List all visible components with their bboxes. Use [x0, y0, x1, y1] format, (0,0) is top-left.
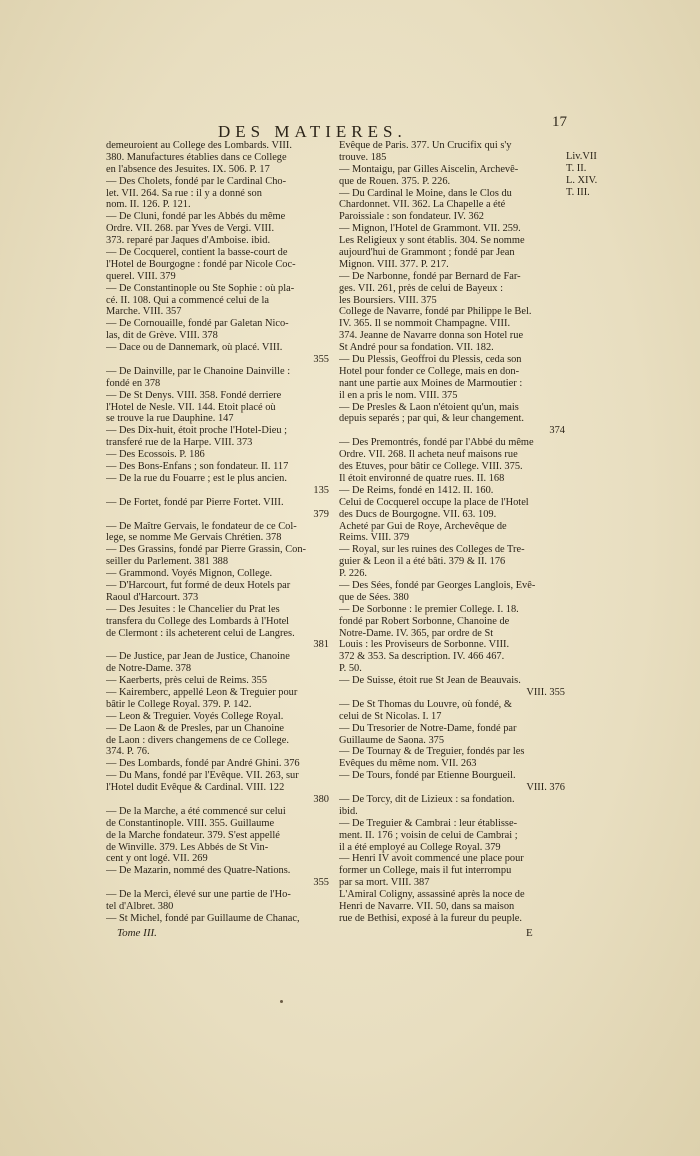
index-line: Acheté par Gui de Roye, Archevêque de — [339, 520, 507, 532]
index-line: 374 — [549, 425, 565, 437]
index-line: — De St Thomas du Louvre, où fondé, & — [339, 698, 512, 710]
index-line: — Montaigu, par Gilles Aiscelin, Archevê- — [339, 163, 519, 175]
index-line: l'Hotel dudit Evêque & Cardinal. VIII. 122 — [106, 782, 285, 794]
index-line: — Des Lombards, fondé par André Ghini. 376 — [106, 758, 300, 770]
index-line: il a été employé au College Royal. 379 — [339, 841, 501, 853]
index-line: VIII. 355 — [526, 686, 565, 698]
index-line: — De la Marche, a été commencé sur celui — [106, 805, 286, 817]
index-line: Celui de Cocquerel occupe la place de l'Hotel — [339, 496, 529, 508]
index-line: celui de St Nicolas. I. 17 — [339, 710, 442, 722]
index-line: Paroissiale : son fondateur. IV. 362 — [339, 211, 484, 223]
index-line: Evêques du même nom. VII. 263 — [339, 758, 477, 770]
index-line: Ordre. VII. 268. Il acheta neuf maisons rue — [339, 449, 518, 461]
index-line: — De Torcy, dit de Lizieux : sa fondation. — [339, 793, 515, 805]
index-line: de Winville. 379. Les Abbés de St Vin- — [106, 841, 269, 853]
index-line: Reims. VIII. 379 — [339, 532, 410, 544]
index-line: Hotel pour fonder ce College, mais en don- — [339, 365, 520, 377]
index-line: rue de Bethisi, exposé à la fureur du peuple. — [339, 912, 522, 924]
index-line: — De Reims, fondé en 1412. II. 160. — [339, 484, 494, 496]
index-line: VIII. 376 — [526, 782, 565, 794]
index-line: l'Hotel de Bourgogne : fondé par Nicole Coc- — [106, 258, 296, 270]
index-line: — Kaerberts, près celui de Reims. 355 — [106, 675, 268, 687]
index-line: 381 — [313, 639, 329, 651]
index-line: las, dit de Grève. VIII. 378 — [106, 330, 218, 342]
index-line: — De Cluni, fondé par les Abbés du même — [106, 211, 286, 223]
index-line: il en a pris le nom. VIII. 375 — [339, 389, 458, 401]
index-line: — Des Bons-Enfans ; son fondateur. II. 117 — [106, 461, 289, 473]
index-line: — Des Sées, fondé par Georges Langlois, Evê- — [339, 579, 536, 591]
index-line: depuis separés ; par qui, & leur changement. — [339, 413, 524, 425]
index-line: seiller du Parlement. 381 388 — [106, 556, 229, 568]
paper-speck — [280, 1000, 283, 1003]
index-line: — De la rue du Fouarre ; est le plus ancien. — [106, 472, 287, 484]
index-line: College de Navarre, fondé par Philippe le Bel. — [339, 306, 532, 318]
index-line: 372 & 353. Sa description. IV. 466 467. — [339, 651, 505, 663]
index-column-right — [339, 140, 565, 925]
index-line: Les Religieux y sont établis. 304. Se nomme — [339, 235, 525, 247]
index-line: — De Treguier & Cambrai : leur établisse- — [339, 817, 518, 829]
index-line: Henri de Navarre. VII. 50, dans sa maison — [339, 901, 515, 912]
index-line: 380. Manufactures établies dans ce College — [106, 151, 287, 163]
index-line: tel d'Albret. 380 — [106, 901, 174, 912]
index-line: — De Suisse, étoit rue St Jean de Beauvais. — [339, 675, 521, 687]
index-line: — De Narbonne, fondé par Bernard de Far- — [339, 270, 521, 282]
index-line: de Clermont : ils acheterent celui de Langres. — [106, 627, 295, 639]
index-line: IV. 365. Il se nommoit Champagne. VIII. — [339, 318, 511, 330]
index-line: les Boursiers. VIII. 375 — [339, 294, 437, 306]
index-line: par sa mort. VIII. 387 — [339, 877, 430, 889]
index-line: — De Presles & Laon n'étoient qu'un, mais — [339, 401, 519, 413]
margin-reference: T. III. — [566, 186, 590, 198]
index-line: — De Cocquerel, contient la basse-court de — [106, 247, 288, 259]
margin-reference: T. II. — [566, 162, 587, 174]
index-line: Marche. VIII. 357 — [106, 306, 182, 318]
index-line: de Notre-Dame. 378 — [106, 663, 192, 675]
index-line: — Des Ecossois. P. 186 — [106, 449, 205, 461]
index-line: — De Justice, par Jean de Justice, Chanoine — [106, 651, 290, 663]
index-line: — De la Mercì, élevé sur une partie de l'Ho- — [106, 889, 291, 901]
index-line: Chardonnet. VII. 362. La Chapelle a été — [339, 199, 506, 211]
index-line: Notre-Dame. IV. 365, par ordre de St — [339, 627, 494, 639]
index-line: ges. VII. 261, près de celui de Bayeux : — [339, 282, 503, 294]
index-line: — De Maître Gervais, le fondateur de ce Col- — [106, 520, 297, 532]
index-line: — De Constantinople ou Ste Sophie : où pla- — [106, 282, 295, 294]
index-line: — Du Mans, fondé par l'Evêque. VII. 263, sur — [106, 770, 299, 782]
index-line: — D'Harcourt, fut formé de deux Hotels par — [106, 579, 291, 591]
index-line: Mignon. VIII. 377. P. 217. — [339, 258, 449, 270]
index-line: 374. P. 76. — [106, 746, 150, 758]
index-line: 355 — [313, 354, 329, 366]
index-line: Raoul d'Harcourt. 373 — [106, 591, 199, 603]
index-line: — De St Denys. VIII. 358. Fondé derriere — [106, 389, 282, 401]
index-line: — Du Tresorier de Notre-Dame, fondé par — [339, 722, 517, 734]
index-line: 379 — [313, 508, 329, 520]
index-line: — Grammond. Voyés Mignon, College. — [106, 568, 273, 580]
index-line: — De Tours, fondé par Etienne Bourgueil. — [339, 770, 516, 782]
index-line: L'Amiral Coligny, assassiné après la noce de — [339, 889, 525, 901]
index-line: — Des Jesuites : le Chancelier du Prat les — [106, 603, 280, 615]
index-line: se trouve la rue Dauphine. 147 — [106, 413, 234, 425]
index-line: — Des Premontrés, fondé par l'Abbé du même — [339, 437, 534, 449]
index-line: des Ducs de Bourgogne. VII. 63. 109. — [339, 508, 497, 520]
index-line: Guillaume de Saona. 375 — [339, 734, 445, 746]
index-line: — De Laon & de Presles, par un Chanoine — [106, 722, 285, 734]
index-line: — Leon & Treguier. Voyés College Royal. — [106, 710, 284, 722]
page-number: 17 — [552, 114, 567, 130]
index-line: — Kairemberc, appellé Leon & Treguier pour — [106, 686, 298, 698]
index-line: bâtir le College Royal. 379. P. 142. — [106, 698, 252, 710]
index-line: — Mignon, l'Hotel de Grammont. VII. 259. — [339, 223, 521, 235]
index-line: guier & Leon il a été bâti. 379 & II. 176 — [339, 556, 506, 568]
index-line: — Henri IV avoit commencé une place pour — [339, 853, 524, 865]
index-line: cent y ont logé. VII. 269 — [106, 853, 208, 865]
index-line: Louis : les Proviseurs de Sorbonne. VIII. — [339, 639, 510, 651]
index-line: 380 — [313, 793, 329, 805]
index-line: que de Sées. 380 — [339, 591, 409, 603]
margin-references — [566, 151, 636, 199]
margin-reference: L. XIV. — [566, 174, 598, 186]
index-line: 373. reparé par Jaques d'Amboise. ibid. — [106, 235, 271, 247]
signature-mark: E — [526, 927, 533, 939]
index-line: nant une partie aux Moines de Marmoutier : — [339, 377, 523, 389]
index-line: — De Sorbonne : le premier College. I. 18. — [339, 603, 519, 615]
index-line: — De Tournay & de Treguier, fondés par les — [339, 746, 525, 758]
index-line: St André pour sa fondation. VII. 182. — [339, 342, 494, 354]
index-line: — Du Cardinal le Moine, dans le Clos du — [339, 187, 512, 199]
margin-reference: Liv.VII — [566, 151, 597, 162]
index-line: transfera du College des Lombards à l'Hotel — [106, 615, 290, 627]
index-line: Evêque de Paris. 377. Un Crucifix qui s'y — [339, 140, 512, 151]
index-line: 374. Jeanne de Navarre donna son Hotel rue — [339, 330, 524, 342]
index-line: aujourd'hui de Grammont ; fondé par Jean — [339, 247, 515, 259]
index-line: — De Cornouaille, fondé par Galetan Nico- — [106, 318, 289, 330]
index-line: nom. II. 126. P. 121. — [106, 199, 191, 211]
header-title: DES MATIERES. — [218, 122, 407, 141]
index-line: — St Michel, fondé par Guillaume de Chanac, — [106, 912, 300, 924]
index-line: — De Fortet, fondé par Pierre Fortet. VIII. — [106, 496, 284, 508]
index-line: demeuroient au College des Lombards. VIII. — [106, 140, 292, 151]
signature-volume: Tome III. — [117, 927, 157, 939]
index-line: transferé rue de la Harpe. VIII. 373 — [106, 437, 253, 449]
index-line: querel. VIII. 379 — [106, 270, 176, 282]
index-line: — Du Plessis, Geoffroi du Plessis, ceda son — [339, 354, 522, 366]
index-line: fondé par Robert Sorbonne, Chanoine de — [339, 615, 510, 627]
index-line: que de Rouen. 375. P. 226. — [339, 175, 451, 187]
index-column-left — [106, 140, 329, 925]
index-line: 355 — [313, 877, 329, 889]
index-line: cé. II. 108. Qui a commencé celui de la — [106, 294, 270, 306]
index-line: de Laon : divers changemens de ce College. — [106, 734, 289, 746]
index-line: de Constantinople. VIII. 355. Guillaume — [106, 817, 275, 829]
index-line: l'Hotel de Nesle. VII. 144. Etoit placé où — [106, 401, 276, 413]
index-line: P. 50. — [339, 663, 362, 675]
index-line: — Dace ou de Dannemark, où placé. VIII. — [106, 342, 283, 354]
index-line: Il étoit environné de quatre rues. II. 168 — [339, 472, 505, 484]
index-line: — Des Grassins, fondé par Pierre Grassin, Con- — [106, 544, 306, 556]
index-line: let. VII. 264. Sa rue : il y a donné son — [106, 187, 262, 199]
index-line: — Des Cholets, fondé par le Cardinal Cho- — [106, 175, 287, 187]
index-line: trouve. 185 — [339, 151, 387, 163]
index-line: fondé en 378 — [106, 377, 161, 389]
index-line: — De Mazarin, nommé des Quatre-Nations. — [106, 865, 291, 877]
index-line: P. 226. — [339, 568, 368, 580]
index-line: — Des Dix-huit, étoit proche l'Hotel-Dieu ; — [106, 425, 288, 437]
index-line: ment. II. 176 ; voisin de celui de Cambrai ; — [339, 829, 518, 841]
index-line: lege, se nomme Me Gervais Chrétien. 378 — [106, 532, 282, 544]
index-line: de la Marche fondateur. 379. S'est appellé — [106, 829, 280, 841]
index-line: — Royal, sur les ruines des Colleges de Tre- — [339, 544, 525, 556]
index-line: — De Dainville, par le Chanoine Dainville : — [106, 365, 291, 377]
index-line: ibid. — [339, 805, 358, 817]
index-line: Ordre. VII. 268. par Yves de Vergi. VIII. — [106, 223, 275, 235]
index-line: en l'absence des Jesuites. IX. 506. P. 17 — [106, 163, 270, 175]
index-line: 135 — [313, 484, 329, 496]
index-line: former un College, mais il fut interrompu — [339, 865, 512, 877]
index-line: des Etuves, pour bâtir ce College. VIII. 375. — [339, 461, 523, 473]
